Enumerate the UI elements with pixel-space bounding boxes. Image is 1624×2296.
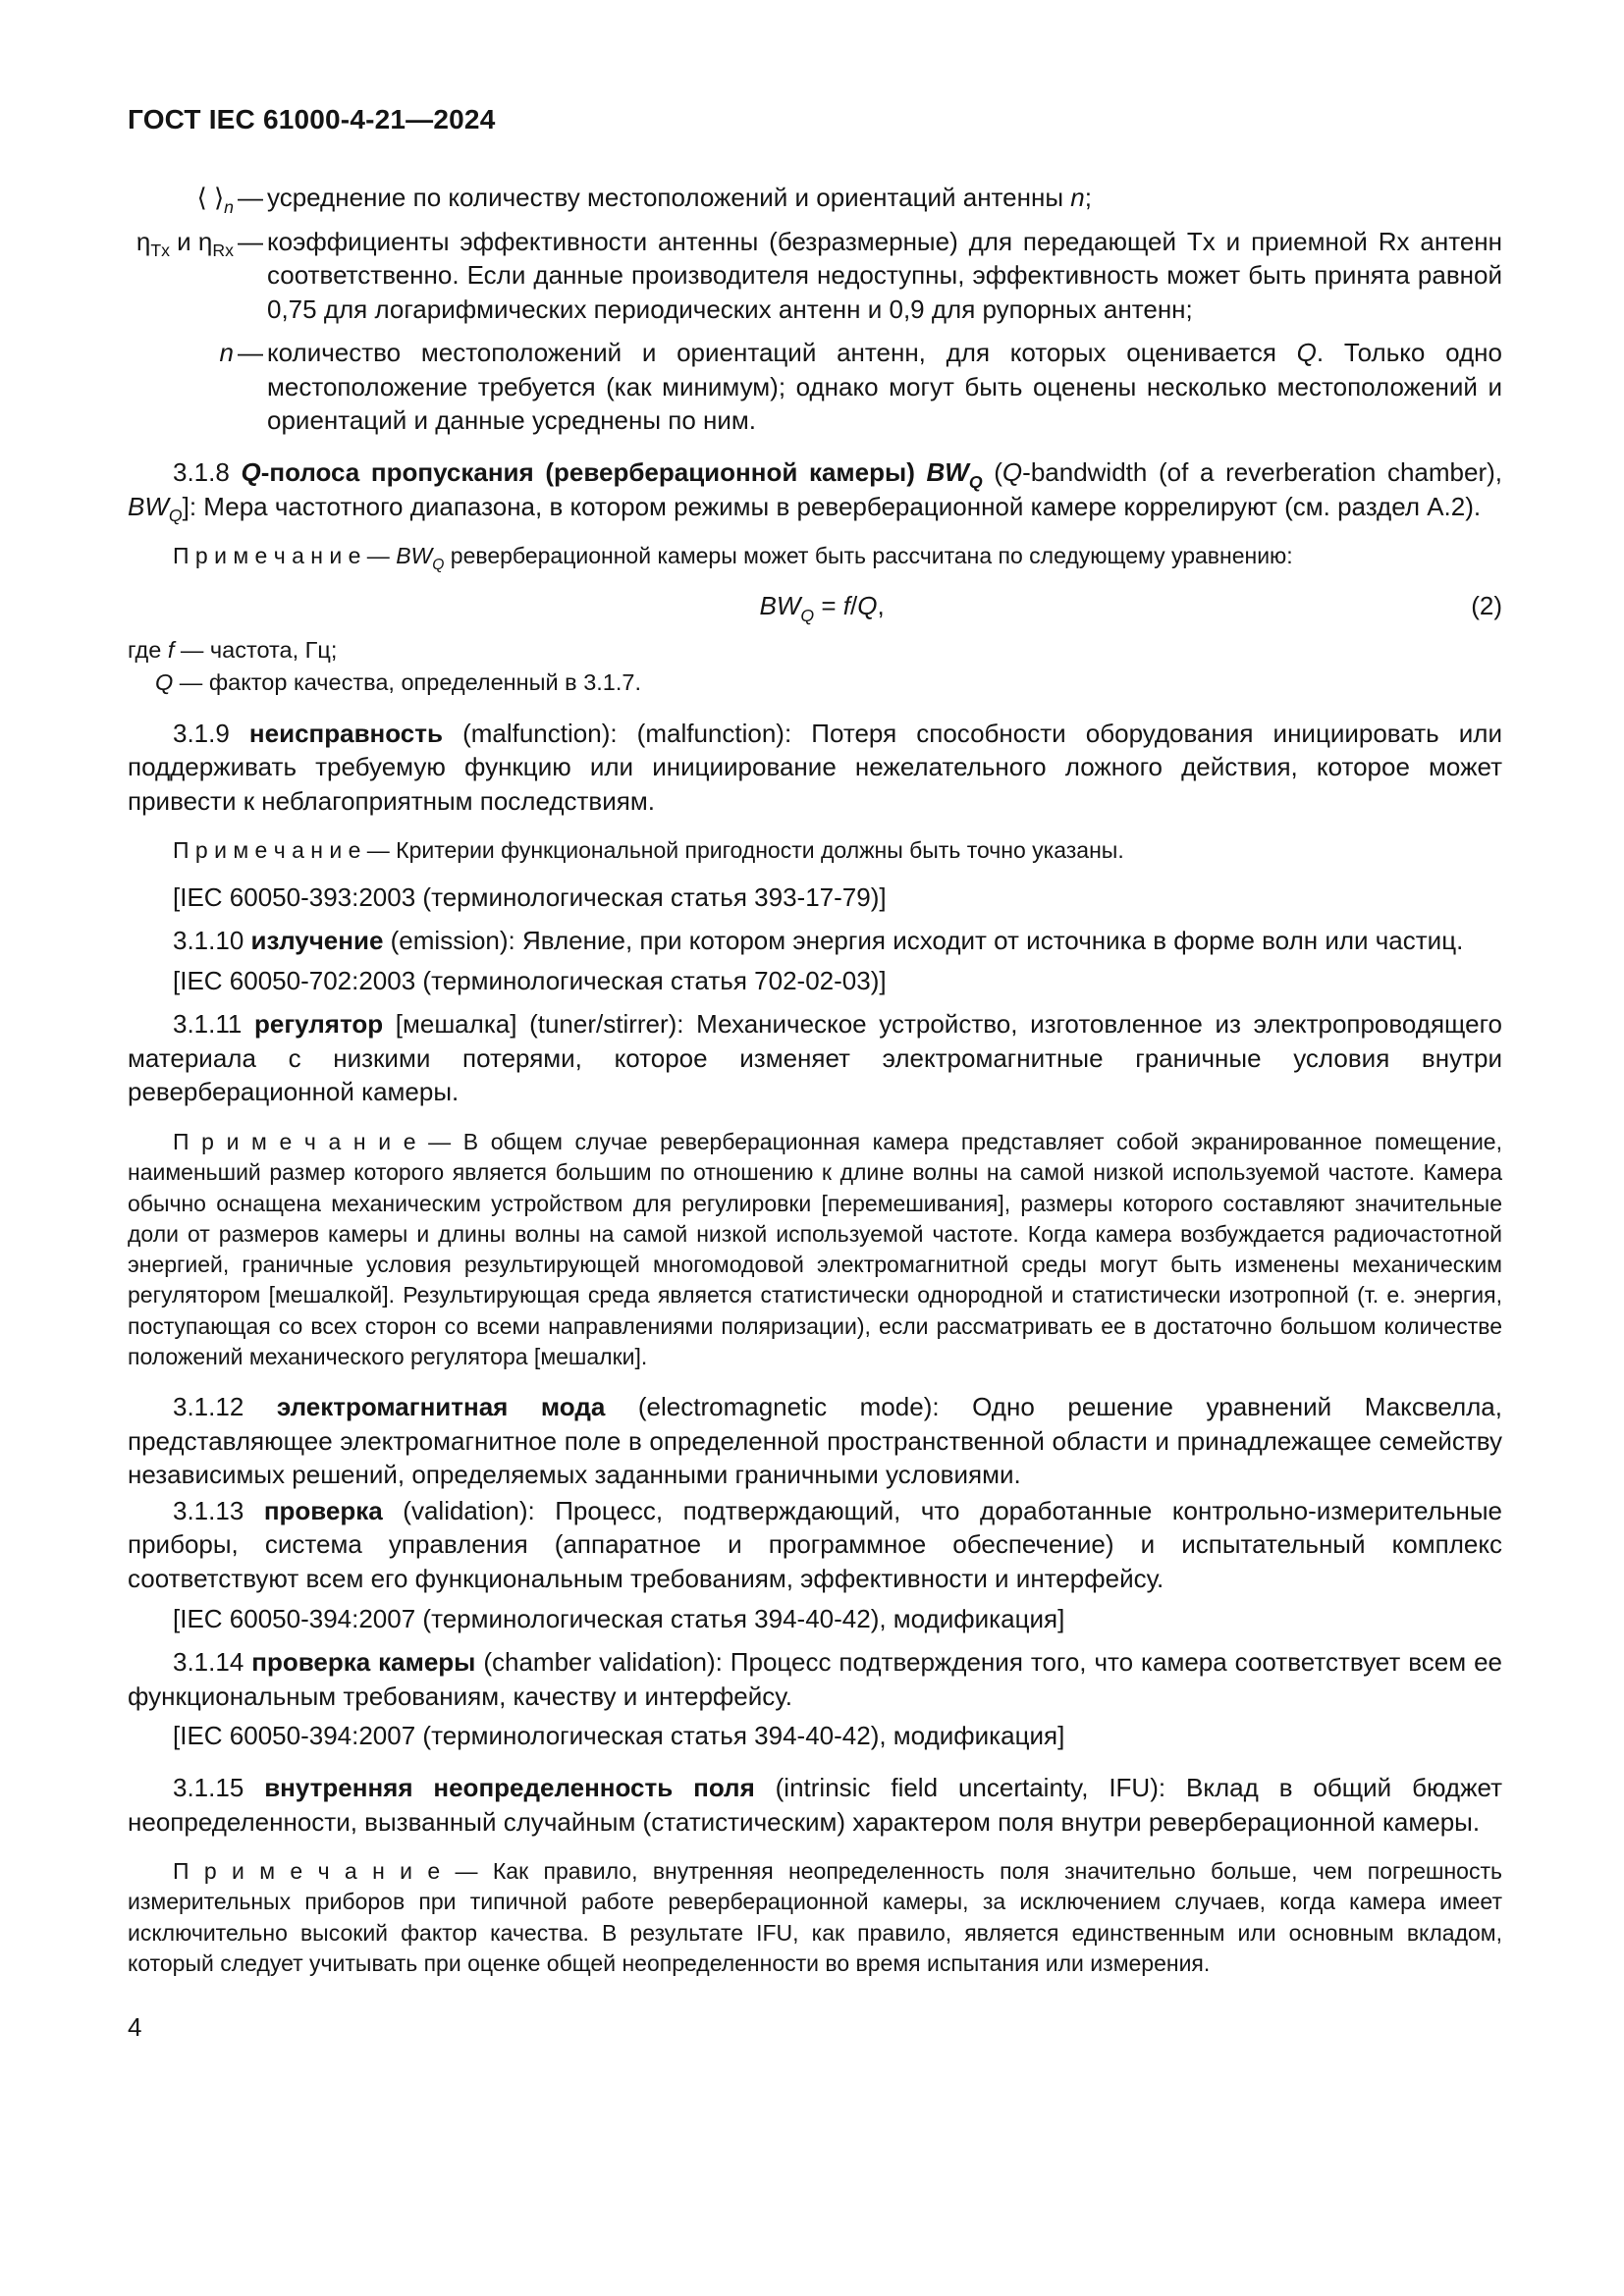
definition-term (128, 336, 234, 438)
text-segment: n (1070, 183, 1085, 212)
where-quality-factor (128, 667, 1502, 698)
text-segment: реверберационной камеры может быть рассчитана по следующему уравнению: (444, 543, 1293, 569)
symbol-definition-n (128, 336, 1502, 438)
text-segment: n (224, 196, 234, 217)
text-segment: [IEC 60050-394:2007 (терминологическая статья 394-40-42), модификация] (173, 1603, 1065, 1633)
document-blocks (128, 181, 1502, 1979)
text-segment: 3.1.14 (173, 1647, 252, 1678)
text-segment: / (850, 591, 858, 621)
clause-3-1-12 (128, 1390, 1502, 1492)
text-segment: Q (968, 471, 983, 492)
note-3-1-9 (128, 835, 1502, 866)
text-segment: — фактор качества, определенный в 3.1.7. (173, 669, 641, 696)
text-segment: Tx (150, 240, 170, 261)
text-segment: 3.1.9 (173, 718, 249, 748)
note-3-1-8 (128, 541, 1502, 574)
text-segment: . Только одно местоположение требуется (как минимум); однако могут быть оценены несколько местоположений и ориентаций и данные усреднены по ним. (267, 338, 1502, 436)
text-segment: П р и м е ч а н и е — (173, 543, 397, 569)
text-segment: 3.1.10 (173, 926, 251, 956)
text-segment: П р и м е ч а н и е — В общем случае реверберационная камера представляет собой экранированное помещение, наименьший размер которого является большим по отношению к длине волны на самой низкой используемой частоте. Камера обычно оснащена механическим устройством для регулировки [перемешивания], размеры которого составляют значительные доли от размеров камеры и длины волны на самой низкой используемой частоте. Когда камера возбуждается радиочастотной энергией, граничные условия результирующей многомодовой электромагнитной среды могут быть изменены механическим регулятором [мешалкой]. Результирующая среда является статистически однородной и статистически изотропной (т. е. энергия, поступающая со всех сторон со всеми направлениями поляризации), если рассматривать ее в достаточно большом количестве положений механического регулятора [мешалки]. (128, 1129, 1502, 1369)
text-segment: BW (128, 491, 169, 521)
formula-expression (173, 589, 1471, 626)
text-segment: Rx (212, 240, 234, 261)
definition-text (267, 181, 1502, 215)
text-segment: (intrinsic field uncertainty, IFU): Вклад в общий бюджет неопределенности, вызванный случайным (статистическим) характером поля внутри реверберационной камеры. (128, 1772, 1502, 1837)
definition-term (128, 225, 234, 327)
text-segment: усреднение по количеству местоположений и ориентаций антенны (267, 183, 1071, 212)
text-segment: ; (1084, 183, 1092, 212)
text-segment: 3.1.12 (173, 1392, 277, 1422)
text-segment: проверка (263, 1495, 383, 1525)
text-segment: n (219, 338, 234, 368)
text-segment: внутренняя неопределенность поля (264, 1772, 755, 1802)
text-segment: [мешалка] (tuner/stirrer): Механическое устройство, изготовленное из электропроводящего материала с низкими потерями, которое изменяет электромагнитные граничные условия внутри реверберационной камеры. (128, 1009, 1502, 1107)
definition-dash: — (238, 226, 263, 256)
text-segment: ⟨ ⟩ (196, 183, 225, 212)
text-segment: излучение (250, 926, 384, 956)
page-number: 4 (128, 2012, 142, 2043)
definition-term (128, 181, 234, 215)
text-segment: Q (1296, 338, 1317, 368)
text-segment: (validation): Процесс, подтверждающий, что доработанные контрольно-измерительные приборы, система управления (аппаратное и программное обеспечение) и испытательный комплекс соответствуют всем его функциональным требованиям, эффективности и интерфейсу. (128, 1495, 1502, 1594)
text-segment: количество местоположений и ориентаций антенн, для которых оценивается (267, 338, 1297, 368)
text-segment: = (814, 591, 843, 621)
text-segment: (chamber validation): Процесс подтверждения того, что камера соответствует всем ее функциональным требованиям, качеству и интерфейсу. (128, 1647, 1502, 1711)
text-segment: BW (926, 457, 969, 488)
clause-3-1-10 (128, 924, 1502, 958)
clause-3-1-13 (128, 1494, 1502, 1596)
text-segment: Q (241, 457, 261, 488)
text-segment: Q (168, 506, 183, 526)
text-segment: f (842, 591, 851, 621)
where-frequency (128, 635, 1502, 666)
definition-dash: — (238, 338, 263, 368)
text-segment: [IEC 60050-394:2007 (терминологическая статья 394-40-42), модификация] (173, 1721, 1065, 1751)
definition-dash: — (238, 183, 263, 212)
formula-number: (2) (1471, 591, 1502, 621)
text-segment: -полоса пропускания (реверберационной камеры) (260, 457, 927, 488)
symbol-definition-eta (128, 225, 1502, 327)
text-segment: η (135, 226, 151, 256)
text-segment: где (128, 637, 168, 664)
ref-iec-60050-702 (128, 964, 1502, 998)
text-segment: BW (759, 591, 801, 621)
text-segment: ( (982, 457, 1002, 488)
definition-text (267, 225, 1502, 327)
text-segment: неисправность (248, 718, 443, 748)
text-segment: Q (1001, 457, 1023, 488)
text-segment: регулятор (254, 1009, 384, 1040)
ref-iec-60050-394-modified-2 (128, 1719, 1502, 1753)
text-segment: П р и м е ч а н и е — Как правило, внутренняя неопределенность поля значительно больше, чем погрешность измерительных приборов при типичной работе реверберационной камеры, за исключением случаев, когда камера имеет исключительно высокий фактор качества. В результате IFU, как правило, является единственным или основным вкладом, который следует учитывать при оценке общей неопределенности во время испытания или измерения. (128, 1858, 1502, 1976)
text-segment: Q (155, 669, 174, 696)
text-segment: 3.1.11 (173, 1009, 254, 1040)
definition-text (267, 336, 1502, 438)
text-segment: 3.1.13 (173, 1495, 264, 1525)
clause-3-1-11 (128, 1007, 1502, 1109)
text-segment: — частота, Гц; (174, 637, 338, 664)
document-header: ГОСТ IEC 61000-4-21—2024 (128, 104, 496, 134)
text-segment: f (167, 637, 175, 664)
clause-3-1-14 (128, 1645, 1502, 1713)
clause-3-1-15 (128, 1771, 1502, 1839)
text-segment: [IEC 60050-702:2003 (терминологическая статья 702-02-03)] (173, 965, 887, 995)
note-3-1-15 (128, 1856, 1502, 1979)
text-segment: 3.1.15 (173, 1772, 265, 1802)
text-segment: Q (800, 606, 815, 626)
text-segment: коэффициенты эффективности антенны (безразмерные) для передающей Tx и приемной Rx антенн соответственно. Если данные производителя недоступны, эффективность может быть принята равной 0,75 для логарифмических периодических антенн и 0,9 для рупорных антенн; (267, 226, 1502, 324)
text-segment: Q (857, 591, 878, 621)
text-segment: П р и м е ч а н и е — Критерии функциональной пригодности должны быть точно указаны. (173, 837, 1124, 864)
text-segment: , (877, 591, 885, 621)
text-segment: проверка камеры (251, 1647, 476, 1678)
clause-3-1-8 (128, 455, 1502, 526)
text-segment: Q (432, 557, 445, 574)
formula-2 (128, 589, 1502, 626)
text-segment: ]: Мера частотного диапазона, в котором режимы в реверберационной камере коррелируют (см. раздел А.2). (182, 491, 1482, 521)
text-segment: [IEC 60050-393:2003 (терминологическая статья 393-17-79)] (173, 881, 887, 912)
text-segment: -bandwidth (of a reverberation chamber), (1022, 457, 1502, 488)
text-segment: (electromagnetic mode): Одно решение уравнений Максвелла, представляющее электромагнитное поле в определенной пространственной области и принадлежащее семейству независимых решений, определяемых заданными граничными условиями. (128, 1392, 1502, 1490)
ref-iec-60050-394-modified-1 (128, 1602, 1502, 1636)
text-segment: электромагнитная мода (276, 1392, 606, 1422)
symbol-definition-averaging (128, 181, 1502, 215)
text-segment: BW (396, 543, 433, 569)
text-segment: (emission): Явление, при котором энергия исходит от источника в форме волн или частиц. (383, 926, 1464, 956)
note-3-1-11 (128, 1127, 1502, 1372)
text-segment: 3.1.8 (173, 457, 242, 488)
text-segment: (malfunction): (malfunction): Потеря способности оборудования инициировать или поддерживать требуемую функцию или инициирование нежелательного ложного действия, которое может привести к неблагоприятным последствиям. (128, 718, 1502, 816)
text-segment: и η (169, 226, 213, 256)
ref-iec-60050-393 (128, 881, 1502, 915)
clause-3-1-9 (128, 717, 1502, 819)
